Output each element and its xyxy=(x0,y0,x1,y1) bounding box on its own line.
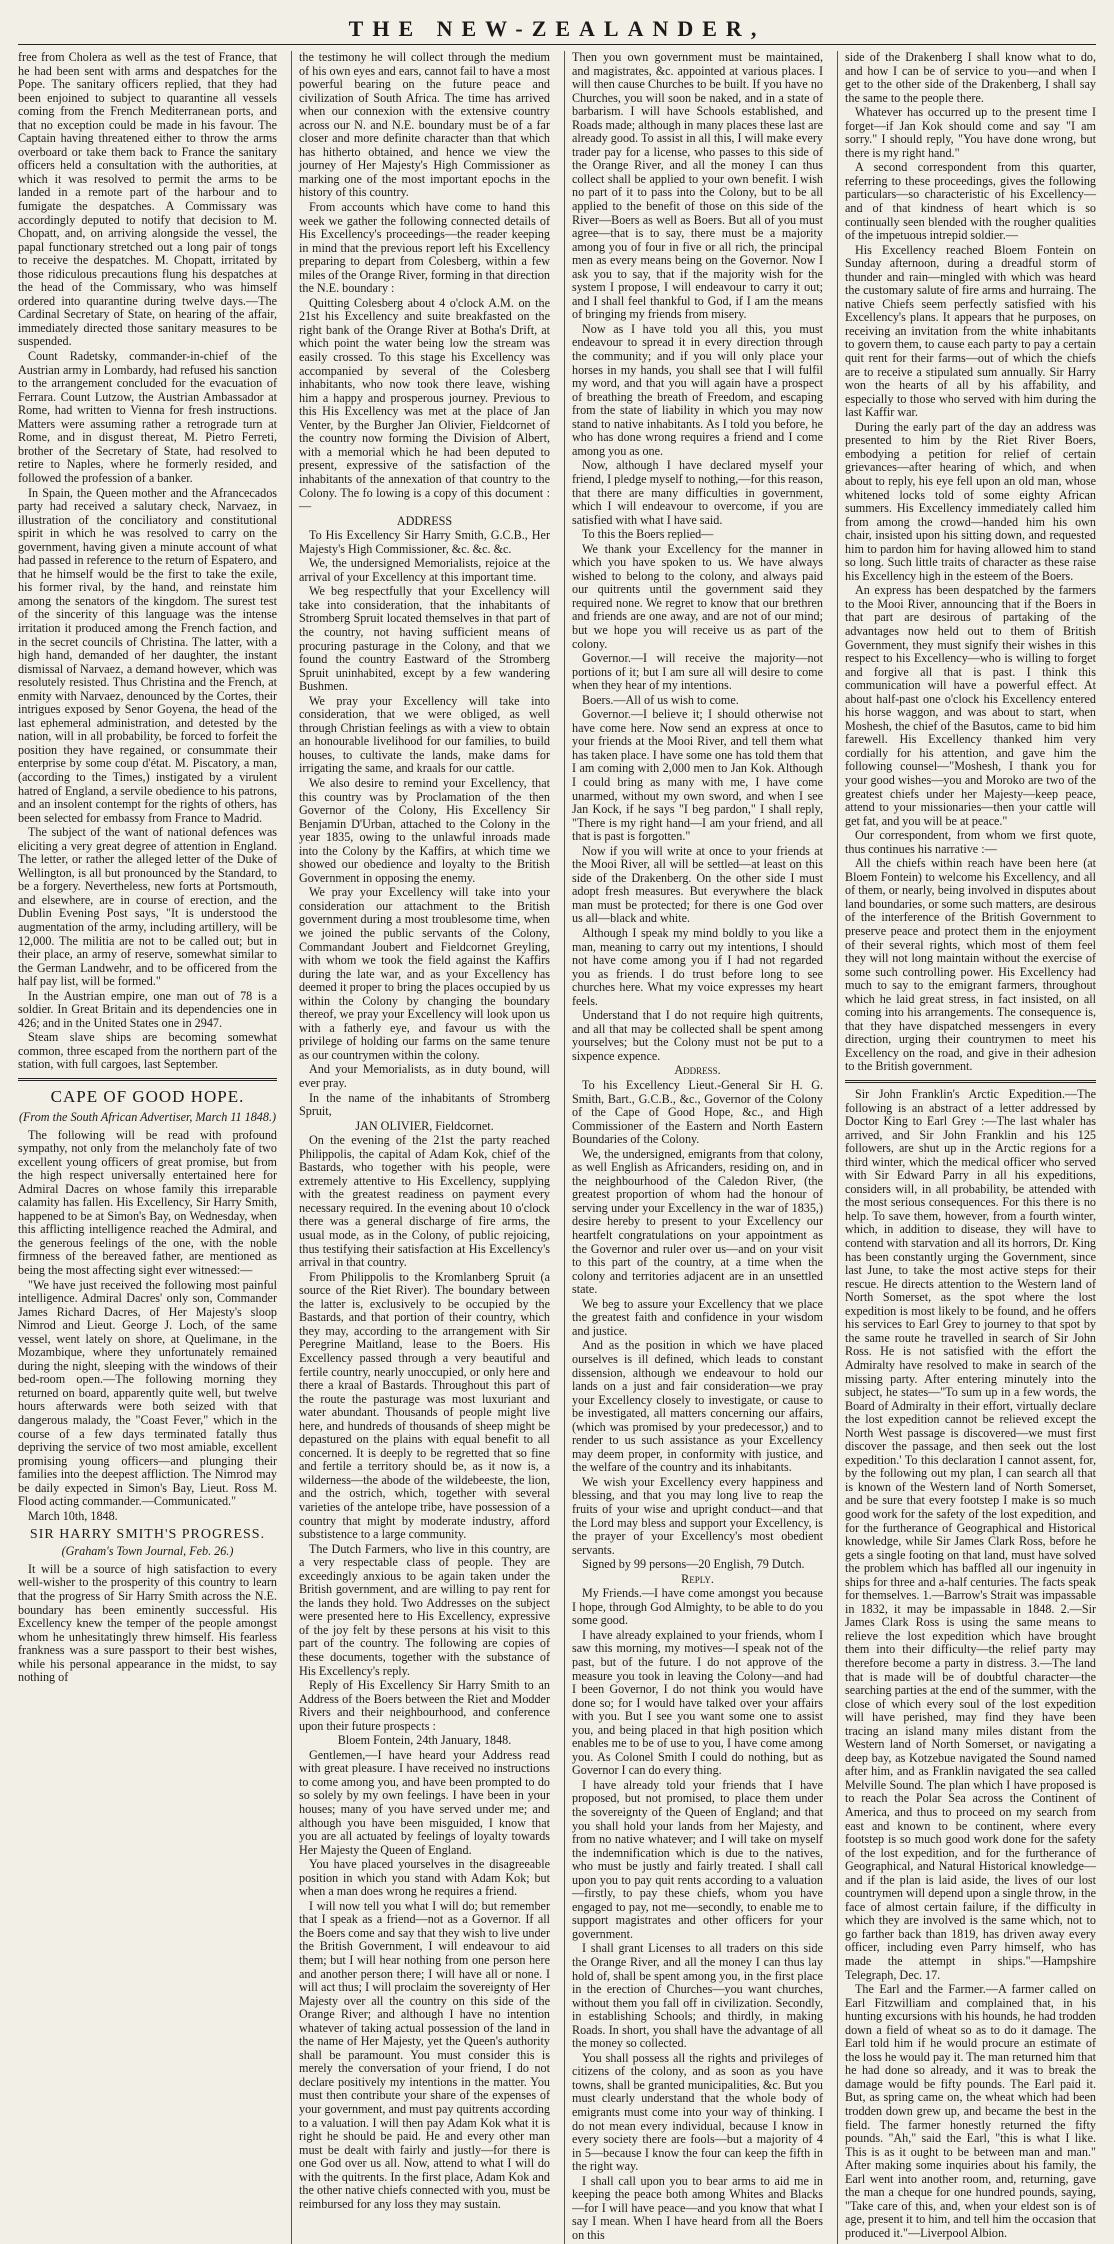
signature: JAN OLIVIER, Fieldcornet. xyxy=(355,1118,494,1133)
article-paragraph: My Friends.—I have come amongst you because I hope, through God Almighty, to be able to do you some good. xyxy=(572,1586,823,1628)
article-paragraph: Governor.—I believe it; I should otherwise not have come here. Now send an express at once to your friends at the Mooi River, and tell them what has taken place. I have some one has told them that I am coming with 2,000 men to Jan Kok. Although I could bring as many with me, I have come unarmed, without my own sword, and when I see Jan Kock, if he says "I beg pardon," I shall reply, "There is my right hand—I am your friend, and all that is past is forgotten." xyxy=(572,707,823,844)
article-paragraph: It will be a source of high satisfaction to every well-wisher to the prosperity of this country to learn that the progress of Sir Harry Smith across the N.E. boundary has been eminently successful. His Excellency knew the temper of the people amongst whom he unhesitatingly threw himself. His fearless frankness was a sure passport to their best wishes, while his personal appearance in the midst, to say nothing of xyxy=(18,1561,277,1685)
article-paragraph: We wish your Excellency every happiness and blessing, and that you may long live to reap the fruits of your wise and upright conduct—and that the Lord may bless and support your Excellency, is the prayer of your Excellency's most obedient servants. xyxy=(572,1474,823,1557)
address-salutation: To his Excellency Lieut.-General Sir H. G. Smith, Bart., G.C.B., &c., Governor of the Colony of the Cape of Good Hope, &c., and High Commissioner of the Eastern and North Eastern Boundaries of the Colony. xyxy=(572,1078,823,1147)
column-3 xyxy=(564,51,823,2244)
article-paragraph: We pray your Excellency will take into your consideration our attachment to the British government during a most troublesome time, when we joined the public servants of the Colony, Commandant Joubert and Fieldcornet Greyling, with whom we took the field against the Kaffirs during the late war, and as your Excellency has deemed it proper to bring the places occupied by us within the Colony by changing the boundary thereof, we pray your Excellency will look upon us with a fatherly eye, and favour us with the privilege of holding our farms on the same tenure as our countrymen within the colony. xyxy=(299,885,550,1062)
article-paragraph: And your Memorialists, as in duty bound, will ever pray. xyxy=(299,1062,550,1091)
article-paragraph: Reply of His Excellency Sir Harry Smith to an Address of the Boers between the Riet and Modder Rivers and their neighbourhood, and conference upon their future prospects : xyxy=(299,1678,550,1733)
dateline: March 10th, 1848. xyxy=(28,1508,118,1523)
article-paragraph: From Philippolis to the Kromlanberg Spruit (a source of the Riet River). The boundary between the latter is, exclusively to be occupied by the Bastards, and that portion of their country, which they may, according to the arrangement with Sir Peregrine Maitland, lease to the Boers. His Excellency passed through a very beautiful and fertile country, nearly unoccupied, or only here and there a kraal of Bastards. Throughout this part of the route the pasturage was most luxuriant and water abundant. Thousands of people might live here, and hundreds of thousands of sheep might be depastured on the plains with equal benefit to all concerned. It is deeply to be regretted that so fine and fertile a territory should be, as it now is, a wilderness—the abode of the wildebeeste, the lion, and the ostrich, which, together with several varieties of the antelope tribe, have possession of a country that might by moderate industry, afford substistence to a large community. xyxy=(299,1269,550,1542)
article-paragraph: Then you own government must be maintained, and magistrates, &c. appointed at various places. I will then cause Churches to be built. If you have no Churches, you will soon be naked, and in a state of barbarism. I will have Schools established, and Roads made; although in many places these last are already good. To assist in all this, I will make every trader pay for a license, who passes to this side of the Orange River, and all the money I can thus collect shall be applied to your own benefit. I wish no part of it to pass into the Colony, but to be all applied to the benefit of those on this side of the River—Boers as well as Boers. But all of you must agree—that is to say, there must be a majority among you of four in five or all rich, the principal men as every means being on the Governor. Now I ask you to say, that if the majority wish for the system I propose, I will endeavour to carry it out; and I shall feel thankful to God, if I am the means of bringing my friends from misery. xyxy=(572,50,823,322)
article-paragraph: Quitting Colesberg about 4 o'clock A.M. on the 21st his Excellency and suite breakfasted on the right bank of the Orange River at Botha's Drift, at which point the water being low the stream was easily crossed. To this stage his Excellency was accompanied by several of the Colesberg inhabitants, who now took there leave, wishing him a happy and prosperous journey. Previous to this His Excellency was met at the place of Jan Venter, by the Burgher Jan Olivier, Fieldcornet of the country now forming the Division of Albert, with a memorial which he had been deputed to present, expressive of the satisfaction of the inhabitants of the annexation of that country to the Colony. The fo lowing is a copy of this document :— xyxy=(299,295,550,514)
reply-heading: Reply. xyxy=(681,1571,714,1586)
column-1 xyxy=(18,51,277,2244)
address-heading: ADDRESS xyxy=(396,513,453,528)
section-heading-cape: CAPE OF GOOD HOPE. xyxy=(50,1087,245,1107)
article-paragraph: Understand that I do not require high quitrents, and all that may be collected shall be spent among yourselves; but the Colony must not be put to a sixpence expence. xyxy=(572,1008,823,1063)
section-divider xyxy=(18,1078,277,1081)
article-paragraph: the testimony he will collect through the medium of his own eyes and ears, cannot fail to have a most powerful bearing on the future peace and civilization of South Africa. The time has arrived when our connexion with the extensive country across our N. and N.E. boundary must be of a far closer and more definite character than that which has hitherto obtained, and hence we view the journey of Her Majesty's High Commissioner as marking one of the most important epochs in the history of this country. xyxy=(299,50,550,200)
article-paragraph: During the early part of the day an address was presented to him by the Riet River Boers, embodying a petition for relief of certain grievances—after hearing of which, and when about to reply, his eye fell upon an old man, whose whitened locks told of some eighty African summers. His Excellency immediately called him from among the crowd—handed him his own chair, insisted upon his sitting down, and requested him to pardon him for having allowed him to stand so long. Such little traits of character as these raise his Excellency high in the esteem of the Boers. xyxy=(845,419,1096,583)
article-paragraph: Although I speak my mind boldly to you like a man, meaning to carry out my intentions, I should not have come among you if I had not regarded you as friends. I do trust before long to see churches here. What my voice expresses my heart feels. xyxy=(572,926,823,1008)
article-paragraph: From accounts which have come to hand this week we gather the following connected details of His Excellency's proceedings—the reader keeping in mind that the previous report left his Excellency preparing to depart from Colesberg, within a few miles of the Orange River, forming in that direction the N.E. boundary : xyxy=(299,200,550,296)
section-divider xyxy=(845,1080,1096,1083)
article-paragraph: And as the position in which we have placed ourselves is ill defined, which leads to constant dissension, although we endeavour to hold our lands on a just and fair consideration—we pray your Excellency closely to investigate, or cause to be investigated, all matters concerning our affairs, (which was promised by your predecessor,) and to render to us such assistance as your Excellency may deem proper, in conformity with justice, and the welfare of the country and its inhabitants. xyxy=(572,1338,823,1475)
article-paragraph: On the evening of the 21st the party reached Philippolis, the capital of Adam Kok, chief of the Bastards, who together with his people, were extremely attentive to His Excellency, supplying with the greatest readiness on payment every necessary required. In the evening about 10 o'clock there was a general discharge of fire arms, the usual mode, as in the Colony, of public rejoicing, thus testifying their satisfaction at His Excellency's arrival in that country. xyxy=(299,1133,550,1270)
article-paragraph: Whatever has occurred up to the present time I forget—if Jan Kok should come and say "I am sorry." I should reply, "You have done wrong, but there is my right hand." xyxy=(845,105,1096,160)
article-paragraph: The following will be read with profound sympathy, not only from the melancholy fate of two excellent young officers of great promise, but from the high respect universally entertained here for Admiral Dacres on whose family this irreparable calamity has fallen. His Excellency, Sir Harry Smith, happened to be at Simon's Bay, on Wednesday, when this afflicting intelligence reached the Admiral, and the generous feelings of the one, with the noble firmness of the bereaved father, are mentioned as being the most affecting sight ever witnessed:— xyxy=(18,1127,277,1277)
article-paragraph: A second correspondent from this quarter, referring to these proceedings, gives the following particulars—so characteristic of his Excellency—and of that kindness of heart which is so continually seen blended with the rougher qualities of the impetuous intrepid soldier.— xyxy=(845,160,1096,243)
article-paragraph: I will now tell you what I will do; but remember that I speak as a friend—not as a Governor. If all the Boers come and say that they wish to live under the British Government, I will endeavour to aid them; but I will hear nothing from one person here and another person there; I will have all or none. I will act thus; I will proclaim the sovereignty of Her Majesty over all the country on this side of the Orange River; and although I have no intention whatever of taking actual possession of the land in the name of Her Majesty, yet the Queen's authority shall be paramount. You must consider this is merely the conversation of your friend, I do not declare positively my intentions in the matter. You must then contribute your share of the expenses of your government, and must pay quitrents according to a valuation. I will then pay Adam Kok what it is right he should be paid. He and every other man must be dealt with fairly and justly—for there is one God over us all. Now, attend to what I will do with the quitrents. In the first place, Adam Kok and the other native chiefs connected with you, must be reimbursed for any loss they may sustain. xyxy=(299,1898,550,2211)
article-paragraph: His Excellency reached Bloem Fontein on Sunday afternoon, during a dreadful storm of thunder and rain—mingled with which was heard the customary salute of fire arms and hurraing. The native Chiefs seem perfectly satisfied with his Excellency's plans. It appears that he purposes, on receiving an invitation from the white inhabitants to govern them, to cause each party to pay a certain quit rent for their farms—out of which the chiefs are to receive a stipulated sum annually. Sir Harry won the hearts of all by his affability, and especially to those who served with him during the last Kaffir war. xyxy=(845,242,1096,420)
article-paragraph: Now, although I have declared myself your friend, I pledge myself to nothing,—for this reason, that there are many difficulties in government, which I will endeavour to overcome, if you are satisfied with what I have said. xyxy=(572,458,823,527)
article-paragraph: In the name of the inhabitants of Stromberg Spruit, xyxy=(299,1090,550,1119)
section-heading-progress: SIR HARRY SMITH'S PROGRESS. xyxy=(29,1527,266,1543)
article-paragraph: Governor.—I will receive the majority—not portions of it; but I am sure all will desire to come when they hear of my intentions. xyxy=(572,651,823,693)
article-paragraph: I shall call upon you to bear arms to aid me in keeping the peace both among Whites and Blacks—for I will have peace—and you know that what I say I mean. When I have heard from all the Boers on this xyxy=(572,2173,823,2242)
article-paragraph: I have already told your friends that I have proposed, but not promised, to place them under the sovereignty of the Queen of England; and that you shall hold your lands from her Majesty, and from no native whatever; and I will take on myself the indemnification which is due to the natives, who must be justly and fairly treated. I shall call upon you to pay quit rents according to a valuation—firstly, to pay these chiefs, whom you have engaged to pay, not me—secondly, to enable me to support magistrates and other officers for your government. xyxy=(572,1777,823,1941)
article-paragraph: We pray your Excellency will take into consideration, that we were obliged, as well through Christian feelings as with a view to obtain an honourable livelihood for our families, to build houses, to cultivate the lands, make dams for irrigating the same, and kraals for our cattle. xyxy=(299,693,550,776)
article-paragraph: In Spain, the Queen mother and the Afrancecados party had received a salutary check, Narvaez, in illustration of the conciliatory and constitutional spirit in which he was resolved to carry on the government, having given a minute account of what had passed in reference to the return of Espatero, and that he himself would be the first to take the exile, his former rival, by the hand, and reinstate him among the senators of the kingdom. The surest test of the sincerity of this language was the intense irritation it produced among the French faction, and in the secret councils of Christina. The latter, with a high hand, demanded of her daughter, the instant dismissal of Narvaez, a demand however, which was resolutely resisted. Thus Christina and the French, at enmity with Narvaez, denounced by the Cortes, their intrigues exposed by Senor Goyena, the head of the last ephemeral administration, and detested by the nation, will in all probability, be forced to forfeit the position they have regained, or consummate their enterprise by some coup d'état. M. Piscatory, a man, (according to the Times,) instigated by a virulent hatred of England, a servile obedience to his patrons, and an insolent contempt for the rights of others, has been selected for embassy from France to Madrid. xyxy=(18,485,277,825)
article-paragraph: The Earl and the Farmer.—A farmer called on Earl Fitzwilliam and complained that, in his hunting excursions with his hounds, he had trodden down a field of wheat so as to do it damage. The Earl told him if he would procure an estimate of the loss he would pay it. The man returned him that he had done so already, and it was to break the damage would be fifty pounds. The Earl paid it. But, as spring came on, the wheat which had been trodden down grew up, and became the best in the field. The farmer honestly returned the fifty pounds. "Ah," said the Earl, "this is what I like. This is as it ought to be between man and man." After making some inquiries about his family, the Earl went into another room, and, returning, gave the man a cheque for one hundred pounds, saying, "Take care of this, and, when your eldest son is of age, present it to him, and tell him the occasion that produced it."—Liverpool Albion. xyxy=(845,1982,1096,2240)
article-paragraph: Now as I have told you all this, you must endeavour to spread it in every direction through the community; and if you will only place your horses in my hands, you shall see that I will fulfil my word, and that you will again have a prospect of breathing the breath of Freedom, and escaping from the state of liability in which you may now stand to native inhabitants. As I told you before, he who has done wrong requires a friend and I come among you as one. xyxy=(572,321,823,458)
article-paragraph: An express has been despatched by the farmers to the Mooi River, announcing that if the Boers in that part are desirous of partaking of the advantages now held out to them of British Government, they must signify their wishes in this respect to his Excellency—who is willing to forget and forgive all that is past. I think this communication will have a powerful effect. At about half-past one o'clock his Excellency entered his horse waggon, and was about to start, when Moshesh, the chief of the Basutos, came to bid him farewell. His Excellency thanked him very cordially for his attention, and gave him the following counsel—"Moshesh, I thank you for your good wishes—you and Moroko are two of the greatest chiefs under her Majesty—keep peace, attend to your missionaries—then your cattle will get fat, and you will be at peace." xyxy=(845,583,1096,828)
article-paragraph: Signed by 99 persons—20 English, 79 Dutch. xyxy=(582,1557,805,1572)
article-paragraph: We, the undersigned Memorialists, rejoice at the arrival of your Excellency at this important time. xyxy=(299,556,550,584)
article-paragraph: Gentlemen,—I have heard your Address read with great pleasure. I have received no instructions to come among you, and have been prompted to do so solely by my own feelings. I have been in your houses; many of you have served under me; and although you have been misguided, I know that you are all actuated by feelings of loyalty towards Her Majesty the Queen of England. xyxy=(299,1747,550,1857)
article-paragraph: side of the Drakenberg I shall know what to do, and how I can be of service to you—and when I get to the other side of the Drakenberg, I shall say the same to the people there. xyxy=(845,50,1096,105)
article-paragraph: Boers.—All of us wish to come. xyxy=(582,692,739,707)
article-paragraph: To this the Boers replied— xyxy=(582,527,714,542)
article-paragraph: In the Austrian empire, one man out of 78 is a soldier. In Great Britain and its dependencies one in 426; and in the United States one in 2947. xyxy=(18,988,277,1030)
address-salutation: To His Excellency Sir Harry Smith, G.C.B., Her Majesty's High Commissioner, &c. &c. &c. xyxy=(299,528,550,556)
dateline: Bloem Fontein, 24th January, 1848. xyxy=(337,1733,512,1748)
article-paragraph: Our correspondent, from whom we first quote, thus continues his narrative :— xyxy=(845,828,1096,856)
article-paragraph: You have placed yourselves in the disagreeable position in which you stand with Adam Kok; but when a man does wrong he requires a friend. xyxy=(299,1857,550,1899)
article-paragraph: We beg to assure your Excellency that we place the greatest faith and confidence in your wisdom and justice. xyxy=(572,1296,823,1338)
article-paragraph: Steam slave ships are becoming somewhat common, three escaped from the northern part of the station, with full cargoes, last September. xyxy=(18,1030,277,1072)
column-2 xyxy=(291,51,550,2244)
article-paragraph: You shall possess all the rights and privileges of citizens of the colony, and as soon as you have towns, shall be granted municipalities, &c. But you must clearly understand that the whole body of emigrants must come into your way of thinking. I do not mean every individual, because I know in every society there are fools—but a majority of 4 in 5—because I know the four can keep the fifth in the right way. xyxy=(572,2050,823,2174)
source-line: (From the South African Advertiser, March 11 1848.) xyxy=(18,1110,277,1125)
article-paragraph: free from Cholera as well as the test of France, that he had been sent with arms and despatches for the Pope. The sanitary officers replied, that they had been enjoined to subject to quarantine all vessels coming from the French Mediterranean ports, and that no exception could be made in his favour. The Captain having threatened either to throw the arms overboard or take them back to France the sanitary officers held a consultation with the authorities, at which it was resolved to permit the arms to be landed in a remote part of the harbour and to fumigate the despatches. A Commissary was accordingly deputed to notify that decision to M. Chopatt, and, on arriving alongside the vessel, the papal functionary stretched out a long pair of tongs to receive the despatches. M. Chopatt, irritated by those ridiculous precautions flung his despatches at the head of the Commissary, who was himself ordered into quarantine during twelve days.—The Cardinal Secretary of State, on hearing of the affair, immediately directed those sanitary measures to be suspended. xyxy=(18,50,277,349)
article-paragraph: Now if you will write at once to your friends at the Mooi River, all will be settled—at least on this side of the Drakenberg. On the other side I must adopt fresh measures. But everywhere the black man must be protected; for there is one God over us all—black and white. xyxy=(572,843,823,926)
source-line: (Graham's Town Journal, Feb. 26.) xyxy=(61,1544,234,1559)
article-paragraph: Count Radetsky, commander-in-chief of the Austrian army in Lombardy, had refused his sanction to the arrangement concluded for the evacuation of Ferrara. Count Lutzow, the Austrian Ambassador at Rome, had written to Vienna for fresh instructions. Matters were assuming rather a retrograde turn at Rome, and in disgust thereat, M. Pietro Ferreti, brother of the Secretary of State, had resolved to retire to Naples, where he formerly resided, and followed the profession of a banker. xyxy=(18,349,277,485)
columns xyxy=(18,50,1096,2242)
article-paragraph: Sir John Franklin's Arctic Expedition.—The following is an abstract of a letter addressed by Doctor King to Earl Grey :—The last whaler has arrived, and Sir John Franklin and his 125 followers, are shut up in the Arctic regions for a third winter, which the medical officer who served with Sir Edward Parry in all his expeditions, considers will, in all probability, be attended with the most serious consequences. For this there is no help. To save them, however, from a fourth winter, which, in addition to disease, they will have to contend with starvation and all its horrors, Dr. King has been constantly urging the Government, since last June, to take the most active steps for their rescue. He directs attention to the Western land of North Somerset, as the spot where the lost expedition is most likely to be found, and he offers his services to Earl Grey to journey to that spot by the same route he travelled in search of Sir John Ross. He is not satisfied with the effort the Admiralty have resolved to make in search of the missing party. After entering minutely into the subject, he states—"To sum up in a few words, the Board of Admiralty in their effort, virtually declare the lost expedition cannot be relieved except the North West passage is discovered—we must first discover the passage, and then seek out the lost expedition.' To this declaration I cannot assent, for, by the following out my plan, I can search all that is known of the Western land of North Somerset, and be sure that every footstep I make is so much good work for the safety of the lost expedition, and for the furtherance of Geographical and Historical knowledge, while Sir James Clark Ross, before he gets a single footing on that land, must have solved the problem which has baffled all our ingenuity in ships for three and a-half centuries. The facts speak for themselves. 1.—Barrow's Strait was impassable in 1832, it may be impassable in 1848. 2.—Sir James Clark Ross is using the same means to relieve the lost expedition which have brought them into their difficulty—the relief party may therefore become a party in distress. 3.—The land that is made will be of doubtful character—the searching parties at the end of the summer, with the close of which every soul of the lost expedition will have perished, may find they have been tracing an island many miles distant from the Western land of North Somerset, or navigating a deep bay, as Kotzebue navigated the Sound named after him, and as Franklin navigated the sea called Melville Sound. The plan which I have proposed is to reach the Polar Sea across the Continent of America, and thus to proceed on my search from east and known to be continent, where every footstep is so much good work done for the safety of the lost expedition, and for the furtherance of Geographical, and Natural Historical knowledge—and if the plan is laid aside, the lives of our lost countrymen will depend upon a single throw, in the face of almost certain failure, if the difficulty in which they are involved is the same which, not to go farther back than 1819, has driven away every officer, including even Parry himself, who has made the attempt in ships."—Hampshire Telegraph, Dec. 17. xyxy=(845,1087,1096,1982)
article-paragraph: I have already explained to your friends, whom I saw this morning, my motives—I speak not of the past, but of the future. I do not approve of the measure you took in leaving the Colony—and had I been Governor, I do not think you would have done so; for I would have talked over your affairs with you. But I see you want some one to assist you, and being placed in that high position which enables me to be of use to you, I have come among you. As Colonel Smith I could do nothing, but as Governor I can do every thing. xyxy=(572,1627,823,1778)
article-paragraph: We thank your Excellency for the manner in which you have spoken to us. We have always wished to belong to the colony, and always paid our quitrents until the government said they required none. We regret to know that our brethren and friends are one away, and are not of our mind; but we hope you will receive us as part of the colony. xyxy=(572,541,823,651)
article-paragraph: The subject of the want of national defences was eliciting a very great degree of attention in England. The letter, or rather the alleged letter of the Duke of Wellington, is all but pronounced by the Standard, to be a forgery. Nevertheless, new forts at Portsmouth, and elsewhere, are in course of erection, and the Dublin Evening Post says, "It is understood the augmentation of the army, including artillery, will be 12,000. The militia are not to be called out; but in their place, an army of reserve, somewhat similar to the German Landwehr, and to be officered from the half pay list, will be formed." xyxy=(18,825,277,989)
article-paragraph: We beg respectfully that your Excellency will take into consideration, that the inhabitants of Stromberg Spruit located themselves in that part of the country, not having sufficient means of procuring pasturage in the Colony, and that we found the country Eastward of the Stromberg Spruit uninhabited, except by a few wandering Bushmen. xyxy=(299,584,550,694)
article-paragraph: The Dutch Farmers, who live in this country, are a very respectable class of people. They are exceedingly anxious to be again taken under the British government, and are willing to pay rent for the lands they hold. Two Addresses on the subject were presented here to His Excellency, expressive of the joy felt by these persons at his visit to this part of the country. The following are copies of these documents, together with the substance of His Excellency's reply. xyxy=(299,1541,550,1678)
article-paragraph: All the chiefs within reach have been here (at Bloem Fontein) to welcome his Excellency, and all of them, or nearly, being involved in disputes about land boundaries, or some such matters, are desirous of the interference of the British Government to preserve peace and protect them in the enjoyment of their several rights, which most of them feel they will not long maintain without the exercise of some such controlling power. His Excellency had much to say to the emigrant farmers, throughout which he laid great stress, in fact insisted, on all coming into his arrangements. The consequence is, that they have dispatched messengers in every direction, urging their countrymen to meet his Excellency on the road, and give in their adhesion to the British government. xyxy=(845,856,1096,1074)
address-heading: Address. xyxy=(674,1063,721,1078)
article-paragraph: We, the undersigned, emigrants from that colony, as well English as Africanders, residing on, and in the neighbourhood of the Caledon River, (the greatest proportion of whom had the honour of serving under your Excellency in the war of 1835,) desire hereby to present to your Excellency our heartfelt congratulations on your appointment as the Governor and ruler over us—and on your visit to this part of the country, at a time when the colony and territories adjacent are in an unsettled state. xyxy=(572,1146,823,1297)
masthead: THE NEW-ZEALANDER, xyxy=(18,14,1096,45)
column-4 xyxy=(837,51,1096,2244)
article-paragraph: "We have just received the following most painful intelligence. Admiral Dacres' only son, Commander James Richard Dacres, of Her Majesty's sloop Nimrod and Lieut. George J. Loch, of the same vessel, went lately on shore, at Quelimane, in the Mozambique, where they unfortunately remained during the night, sleeping with the windows of their bed-room open.—The following morning they returned on board, apparently quite well, but twelve hours afterwards were both seized with that dangerous malady, the "Coast Fever," which in the course of a few days terminated fatally thus depriving the service of two most amiable, excellent promising young officers—and plunging their families into the deepest affliction. The Nimrod may be daily expected in Simon's Bay, Lieut. Ross M. Flood acting commander.—Communicated." xyxy=(18,1277,277,1509)
article-paragraph: I shall grant Licenses to all traders on this side the Orange River, and all the money I can thus lay hold of, shall be spent among you, in the first place in the erection of Churches—you want churches, without them you fall off in civilization. Secondly, in establishing Schools; and thirdly, in making Roads. In short, you shall have the advantage of all the money so collected. xyxy=(572,1941,823,2051)
article-paragraph: We also desire to remind your Excellency, that this country was by Proclamation of the then Governor of the Colony, His Excellency Sir Benjamin D'Urban, attached to the Colony in the year 1835, owing to the unlawful inroads made into the Colony by the Kaffirs, at which time we showed our obedience and loyalty to the British Government in opposing the enemy. xyxy=(299,775,550,885)
